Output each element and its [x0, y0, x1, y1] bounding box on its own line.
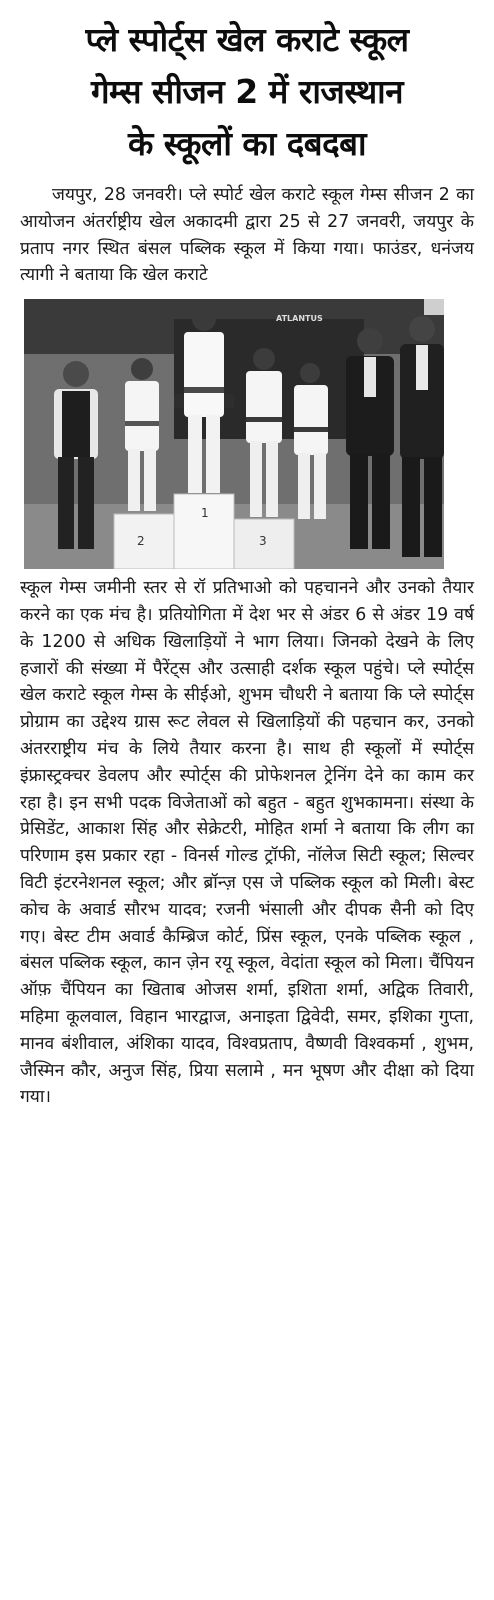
podium-place-label: 2: [137, 534, 145, 549]
headline-line: के स्कूलों का दबदबा: [127, 124, 367, 163]
banner-text: ATLANTUS: [276, 314, 323, 324]
headline-line: प्ले स्पोर्ट्स खेल कराटे स्कूल: [85, 20, 409, 59]
award-ceremony-photo: [24, 299, 444, 569]
article-headline: [20, 14, 474, 170]
photo-illustration: [24, 299, 444, 569]
article-body: स्कूल गेम्स जमीनी स्तर से रॉ प्रतिभाओ को पहचानने और उनको तैयार करने का एक मंच है। प्रतियोगिता में देश भर से अंडर 6 से अंडर 19 वर्ष के 1200 से अधिक खिलाड़ियों ने भाग लिया। जिनको देखने के लिए हजारों की संख्या में पैरेंट्स और उत्साही दर्शक स्कूल पहुंचे। प्ले स्पोर्ट्स खेल कराटे स्कूल गेम्स के सीईओ, शुभम चौधरी ने बताया कि प्ले स्पोर्ट्स प्रोग्राम का उद्देश्य ग्रास रूट लेवल से खिलाड़ियों की पहचान कर, उनको अंतरराष्ट्रीय मंच के लिये तैयार करना है। साथ ही स्कूलों में स्पोर्ट्स इंफ्रास्ट्रक्चर डेवलप और स्पोर्ट्स की प्रोफेशनल ट्रेनिंग देने का काम कर रहा है। इन सभी पदक विजेताओं को बहुत - बहुत शुभकामना। संस्था के प्रेसिडेंट, आकाश सिंह और सेक्रेटरी, मोहित शर्मा ने बताया कि लीग का परिणाम इस प्रकार रहा - विनर्स गोल्ड ट्रॉफी, नॉलेज सिटी स्कूल; सिल्वर विटी इंटरनेशनल स्कूल; और ब्रॉन्ज़ एस जे पब्लिक स्कूल को मिली। बेस्ट कोच के अवार्ड सौरभ यादव; रजनी भंसाली और दीपक सैनी को दिए गए। बेस्ट टीम अवार्ड कैम्ब्रिज कोर्ट, प्रिंस स्कूल, एनके पब्लिक स्कूल , बंसल पब्लिक स्कूल, कान ज़ेन रयू स्कूल, वेदांता स्कूल को मिला। चैंपियन ऑफ़ चैंपियन का खिताब ओजस शर्मा, इशिता शर्मा, अद्विक तिवारी, महिमा कूलवाल, विहान भारद्वाज, अनाइता द्विवेदी, समर, इशिका गुप्ता, मानव बंशीवाल, अंशिका यादव, विश्वप्रताप, वैष्णवी विश्वकर्मा , शुभम, जैस्मिन कौर, अनुज सिंह, प्रिया सलामे , मन भूषण और दीक्षा को दिया गया।: [20, 578, 474, 1108]
headline-line: गेम्स सीजन 2 में राजस्थान: [90, 72, 404, 111]
podium-place-label: 3: [259, 534, 267, 549]
article-intro: जयपुर, 28 जनवरी। प्ले स्पोर्ट खेल कराटे स्कूल गेम्स सीजन 2 का आयोजन अंतर्राष्ट्रीय खेल अकादमी द्वारा 25 से 27 जनवरी, जयपुर के प्रताप नगर स्थित बंसल पब्लिक स्कूल में किया गया। फाउंडर, धनंजय त्यागी ने बताया कि खेल कराटे: [20, 185, 474, 286]
corner-logo: [424, 299, 444, 315]
podium-place-label: 1: [201, 506, 209, 521]
